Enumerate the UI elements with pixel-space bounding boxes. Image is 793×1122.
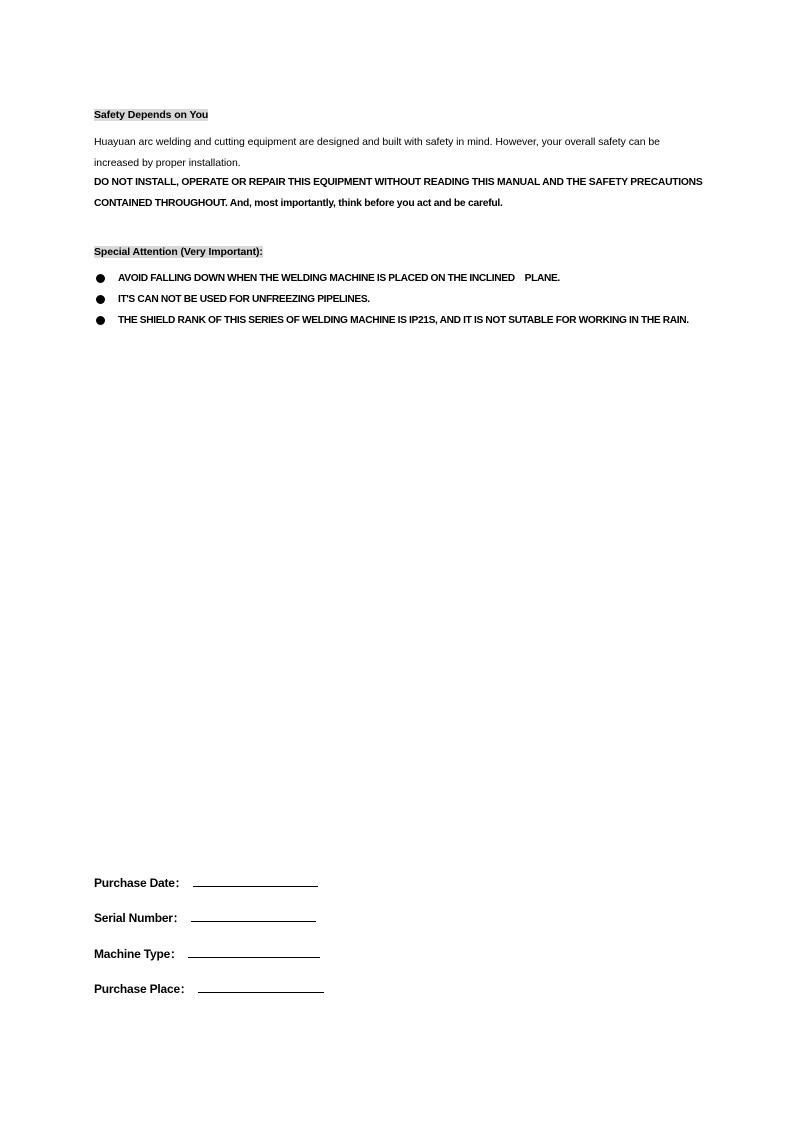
purchase-place-blank[interactable]	[198, 991, 324, 993]
serial-number-blank[interactable]	[191, 920, 316, 922]
attention-heading-text: Special Attention (Very Important):	[94, 246, 263, 258]
attention-item-text: IT'S CAN NOT BE USED FOR UNFREEZING PIPELINES.	[118, 293, 370, 305]
serial-number-field	[94, 909, 316, 926]
safety-heading-text: Safety Depends on You	[94, 109, 209, 121]
safety-heading	[94, 109, 208, 121]
attention-list-item	[94, 313, 689, 327]
safety-warning-line-1: DO NOT INSTALL, OPERATE OR REPAIR THIS EQUIPMENT WITHOUT READING THIS MANUAL AND THE SAFETY PRECAUTIONS	[94, 177, 703, 188]
bullet-icon	[96, 316, 105, 325]
purchase-date-blank[interactable]	[193, 885, 318, 887]
purchase-date-field	[94, 874, 318, 891]
attention-list-item	[94, 271, 560, 285]
purchase-date-label: Purchase Date：	[94, 876, 187, 890]
purchase-place-label: Purchase Place：	[94, 982, 192, 996]
machine-type-blank[interactable]	[188, 956, 320, 958]
bullet-icon	[96, 274, 105, 283]
purchase-place-field	[94, 980, 324, 997]
bullet-icon	[96, 295, 105, 304]
machine-type-label: Machine Type：	[94, 947, 182, 961]
safety-paragraph-line-1: Huayuan arc welding and cutting equipment are designed and built with safety in mind. However, your overall safety can be	[94, 136, 660, 148]
attention-list-item	[94, 292, 370, 306]
attention-item-text: AVOID FALLING DOWN WHEN THE WELDING MACHINE IS PLACED ON THE INCLINED PLANE.	[118, 272, 560, 284]
serial-number-label: Serial Number：	[94, 911, 185, 925]
machine-type-field	[94, 945, 320, 962]
attention-item-text: THE SHIELD RANK OF THIS SERIES OF WELDING MACHINE IS IP21S, AND IT IS NOT SUTABLE FOR WORKING IN THE RAIN.	[118, 314, 689, 326]
safety-paragraph-line-2: increased by proper installation.	[94, 157, 241, 169]
safety-warning-line-2: CONTAINED THROUGHOUT. And, most importantly, think before you act and be careful.	[94, 198, 503, 209]
attention-heading	[94, 246, 263, 258]
